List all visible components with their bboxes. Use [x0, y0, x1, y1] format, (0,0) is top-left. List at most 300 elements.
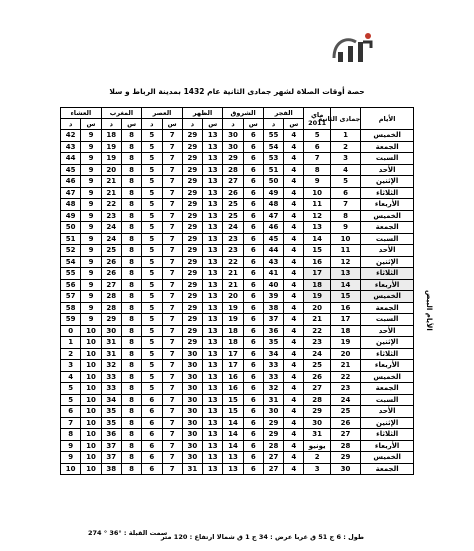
- day-cell: الخميس: [361, 452, 414, 464]
- day-cell: الإثنين: [361, 417, 414, 429]
- table-cell: 8: [121, 199, 141, 211]
- table-cell: 28: [304, 394, 330, 406]
- table-cell: 22: [330, 371, 360, 383]
- table-cell: 30: [182, 394, 202, 406]
- table-cell: 13: [203, 176, 223, 188]
- table-cell: 16: [304, 256, 330, 268]
- table-cell: 41: [263, 268, 283, 280]
- table-cell: 9: [61, 440, 81, 452]
- table-cell: 6: [142, 417, 162, 429]
- table-cell: 8: [121, 222, 141, 234]
- table-cell: 29: [101, 314, 121, 326]
- table-cell: 9: [330, 222, 360, 234]
- table-row: [61, 314, 414, 326]
- table-cell: 6: [243, 245, 263, 257]
- table-cell: 32: [101, 360, 121, 372]
- table-cell: 19: [304, 291, 330, 303]
- table-cell: 17: [330, 314, 360, 326]
- table-cell: 5: [142, 164, 162, 176]
- day-cell: الأربعاء: [361, 279, 414, 291]
- table-cell: 5: [142, 187, 162, 199]
- table-cell: 13: [203, 383, 223, 395]
- table-cell: 55: [61, 268, 81, 280]
- table-cell: 4: [284, 233, 304, 245]
- table-cell: 8: [121, 325, 141, 337]
- table-cell: 26: [304, 371, 330, 383]
- table-cell: 7: [162, 141, 182, 153]
- table-cell: 5: [142, 383, 162, 395]
- table-cell: 6: [243, 406, 263, 418]
- table-cell: 10: [61, 463, 81, 475]
- table-cell: 5: [142, 210, 162, 222]
- table-cell: 5: [142, 337, 162, 349]
- table-cell: 6: [243, 383, 263, 395]
- table-cell: 37: [263, 314, 283, 326]
- table-cell: 10: [81, 452, 101, 464]
- table-cell: 26: [101, 268, 121, 280]
- table-cell: 52: [61, 245, 81, 257]
- table-cell: 45: [61, 164, 81, 176]
- table-cell: 7: [162, 130, 182, 142]
- table-cell: 18: [330, 325, 360, 337]
- table-cell: 6: [243, 314, 263, 326]
- table-cell: 4: [284, 314, 304, 326]
- table-cell: 4: [284, 337, 304, 349]
- table-cell: 4: [284, 141, 304, 153]
- table-cell: 29: [182, 176, 202, 188]
- table-cell: 6: [243, 268, 263, 280]
- table-cell: 9: [81, 130, 101, 142]
- table-cell: 21: [223, 268, 243, 280]
- table-cell: 13: [203, 394, 223, 406]
- table-cell: 25: [101, 245, 121, 257]
- table-cell: 6: [243, 360, 263, 372]
- table-cell: 8: [121, 371, 141, 383]
- table-cell: 46: [61, 176, 81, 188]
- day-cell: الأحد: [361, 164, 414, 176]
- table-cell: 6: [304, 141, 330, 153]
- header-asr: العصر: [142, 108, 183, 119]
- logo-icon: [330, 28, 376, 66]
- table-cell: 29: [182, 337, 202, 349]
- table-cell: 7: [61, 417, 81, 429]
- table-cell: 5: [142, 360, 162, 372]
- table-cell: 6: [142, 463, 162, 475]
- table-row: [61, 429, 414, 441]
- header-hijri: جمادى الثانية: [330, 108, 360, 130]
- day-cell: الثلاثاء: [361, 268, 414, 280]
- table-cell: 14: [223, 417, 243, 429]
- day-cell: الخميس: [361, 291, 414, 303]
- table-cell: 5: [330, 176, 360, 188]
- table-cell: 6: [243, 130, 263, 142]
- table-cell: 1: [330, 130, 360, 142]
- table-cell: 7: [162, 164, 182, 176]
- table-cell: 55: [263, 130, 283, 142]
- table-cell: 4: [284, 452, 304, 464]
- table-cell: 8: [121, 394, 141, 406]
- table-cell: 4: [284, 440, 304, 452]
- table-cell: 8: [121, 452, 141, 464]
- table-cell: 49: [263, 187, 283, 199]
- table-cell: 25: [330, 406, 360, 418]
- table-cell: 15: [330, 291, 360, 303]
- table-row: [61, 164, 414, 176]
- table-cell: 7: [162, 291, 182, 303]
- table-cell: 4: [284, 279, 304, 291]
- table-cell: 23: [223, 245, 243, 257]
- table-cell: 30: [330, 463, 360, 475]
- table-cell: 5: [142, 222, 162, 234]
- table-cell: 6: [243, 325, 263, 337]
- table-cell: 27: [263, 452, 283, 464]
- table-cell: 5: [142, 302, 162, 314]
- table-cell: 30: [223, 130, 243, 142]
- table-cell: 5: [142, 130, 162, 142]
- table-cell: 8: [121, 187, 141, 199]
- table-cell: 8: [121, 440, 141, 452]
- table-cell: 10: [81, 394, 101, 406]
- table-row: [61, 291, 414, 303]
- table-cell: 7: [162, 440, 182, 452]
- table-cell: 7: [162, 199, 182, 211]
- table-cell: 23: [330, 383, 360, 395]
- table-cell: 39: [263, 291, 283, 303]
- table-cell: 1: [61, 337, 81, 349]
- table-cell: 6: [243, 199, 263, 211]
- table-cell: 6: [243, 440, 263, 452]
- table-cell: 28: [101, 291, 121, 303]
- table-cell: 9: [81, 141, 101, 153]
- table-cell: 27: [330, 429, 360, 441]
- table-cell: 29: [330, 452, 360, 464]
- day-cell: السبت: [361, 153, 414, 165]
- table-cell: 30: [182, 452, 202, 464]
- table-cell: 7: [162, 233, 182, 245]
- table-cell: 31: [182, 463, 202, 475]
- table-cell: 48: [263, 199, 283, 211]
- table-cell: 28: [330, 440, 360, 452]
- table-cell: 4: [284, 256, 304, 268]
- table-cell: 5: [304, 130, 330, 142]
- table-cell: 9: [304, 176, 330, 188]
- table-cell: 13: [203, 314, 223, 326]
- table-cell: 29: [182, 222, 202, 234]
- table-cell: 10: [81, 360, 101, 372]
- table-cell: 8: [121, 153, 141, 165]
- table-cell: 49: [61, 210, 81, 222]
- table-cell: 4: [284, 406, 304, 418]
- table-cell: 9: [81, 153, 101, 165]
- table-cell: 16: [223, 371, 243, 383]
- table-cell: 29: [263, 417, 283, 429]
- table-cell: 7: [162, 210, 182, 222]
- table-cell: 7: [304, 153, 330, 165]
- table-cell: 6: [243, 176, 263, 188]
- header-dhuhr: الظهر: [182, 108, 223, 119]
- table-cell: 20: [330, 348, 360, 360]
- table-cell: 4: [284, 463, 304, 475]
- table-row: [61, 210, 414, 222]
- table-cell: 30: [182, 360, 202, 372]
- table-cell: 10: [81, 406, 101, 418]
- table-cell: 58: [61, 302, 81, 314]
- day-cell: الخميس: [361, 371, 414, 383]
- table-cell: 7: [162, 314, 182, 326]
- table-cell: 10: [81, 463, 101, 475]
- table-cell: 46: [263, 222, 283, 234]
- table-cell: 22: [101, 199, 121, 211]
- table-cell: 6: [330, 187, 360, 199]
- table-cell: 4: [284, 199, 304, 211]
- table-row: [61, 130, 414, 142]
- table-cell: 6: [243, 291, 263, 303]
- table-cell: 13: [203, 210, 223, 222]
- table-cell: 13: [203, 245, 223, 257]
- table-cell: 7: [162, 463, 182, 475]
- table-cell: 51: [61, 233, 81, 245]
- table-cell: 9: [61, 452, 81, 464]
- table-cell: 7: [162, 222, 182, 234]
- table-cell: 16: [223, 383, 243, 395]
- table-cell: 8: [121, 463, 141, 475]
- day-cell: الأربعاء: [361, 199, 414, 211]
- table-cell: 53: [263, 153, 283, 165]
- table-cell: 13: [203, 130, 223, 142]
- table-cell: 9: [81, 164, 101, 176]
- table-cell: 8: [121, 360, 141, 372]
- table-cell: 4: [284, 164, 304, 176]
- table-row: [61, 440, 414, 452]
- table-cell: 20: [101, 164, 121, 176]
- subheader-minute: د: [142, 119, 162, 130]
- table-cell: 7: [162, 256, 182, 268]
- table-cell: 40: [263, 279, 283, 291]
- table-cell: 0: [61, 325, 81, 337]
- table-cell: 5: [142, 314, 162, 326]
- day-cell: السبت: [361, 394, 414, 406]
- table-cell: 31: [263, 394, 283, 406]
- table-cell: 21: [304, 314, 330, 326]
- table-cell: 5: [142, 153, 162, 165]
- table-row: [61, 394, 414, 406]
- table-cell: 30: [182, 348, 202, 360]
- table-row: [61, 256, 414, 268]
- qibla-info: سمت القبلة : °36 ° 274: [88, 529, 168, 537]
- table-cell: 18: [223, 325, 243, 337]
- table-cell: 8: [121, 233, 141, 245]
- table-cell: 23: [101, 210, 121, 222]
- table-cell: 30: [182, 371, 202, 383]
- table-cell: 5: [142, 141, 162, 153]
- table-row: [61, 406, 414, 418]
- table-row: [61, 325, 414, 337]
- table-row: [61, 383, 414, 395]
- table-cell: 19: [101, 153, 121, 165]
- table-cell: 12: [330, 256, 360, 268]
- subheader-hour: س: [243, 119, 263, 130]
- table-cell: 15: [223, 394, 243, 406]
- table-cell: 13: [203, 199, 223, 211]
- table-cell: 8: [121, 314, 141, 326]
- table-cell: 10: [81, 325, 101, 337]
- table-cell: 37: [101, 452, 121, 464]
- table-cell: 8: [330, 210, 360, 222]
- table-cell: 8: [121, 348, 141, 360]
- table-cell: 8: [121, 337, 141, 349]
- table-cell: 7: [162, 325, 182, 337]
- table-cell: 8: [121, 417, 141, 429]
- table-cell: 8: [121, 141, 141, 153]
- table-cell: 33: [263, 360, 283, 372]
- table-cell: 14: [304, 233, 330, 245]
- table-cell: 45: [263, 233, 283, 245]
- table-cell: 24: [304, 348, 330, 360]
- table-cell: 21: [330, 360, 360, 372]
- table-cell: 6: [243, 417, 263, 429]
- table-cell: 13: [223, 463, 243, 475]
- table-cell: 5: [142, 176, 162, 188]
- table-cell: 13: [203, 279, 223, 291]
- table-cell: 38: [101, 463, 121, 475]
- table-cell: 35: [101, 417, 121, 429]
- table-cell: 13: [203, 429, 223, 441]
- table-cell: 2: [330, 141, 360, 153]
- table-cell: 31: [101, 337, 121, 349]
- table-cell: 13: [203, 302, 223, 314]
- table-cell: 30: [182, 417, 202, 429]
- table-cell: 13: [203, 268, 223, 280]
- table-cell: 6: [243, 463, 263, 475]
- table-cell: 21: [223, 279, 243, 291]
- table-cell: 22: [304, 325, 330, 337]
- table-cell: 8: [121, 429, 141, 441]
- table-cell: 13: [203, 141, 223, 153]
- table-cell: 29: [182, 291, 202, 303]
- table-cell: 7: [162, 406, 182, 418]
- table-cell: 10: [81, 429, 101, 441]
- table-cell: 4: [284, 302, 304, 314]
- table-cell: 9: [81, 233, 101, 245]
- table-cell: 4: [284, 371, 304, 383]
- table-cell: 8: [121, 176, 141, 188]
- table-cell: 5: [142, 325, 162, 337]
- subheader-hour: س: [284, 119, 304, 130]
- table-cell: 54: [263, 141, 283, 153]
- table-cell: 6: [243, 452, 263, 464]
- table-cell: 13: [203, 222, 223, 234]
- table-cell: 29: [182, 130, 202, 142]
- table-cell: 29: [182, 164, 202, 176]
- table-cell: 38: [263, 302, 283, 314]
- table-cell: 6: [243, 256, 263, 268]
- header-shuruq: الشروق: [223, 108, 264, 119]
- table-cell: 4: [284, 429, 304, 441]
- page-title: حصة أوقات الصلاة لشهر جمادى الثانية عام 1432 بمدينة الرباط و سلا: [109, 87, 365, 96]
- table-row: [61, 268, 414, 280]
- table-cell: 33: [101, 383, 121, 395]
- table-cell: 8: [121, 383, 141, 395]
- header-days: الأيام: [361, 108, 414, 130]
- table-cell: 4: [284, 130, 304, 142]
- table-cell: 10: [81, 348, 101, 360]
- table-cell: 7: [162, 348, 182, 360]
- day-cell: الجمعة: [361, 463, 414, 475]
- table-cell: 22: [223, 256, 243, 268]
- table-cell: 9: [81, 210, 101, 222]
- table-cell: 4: [284, 222, 304, 234]
- table-cell: 13: [203, 406, 223, 418]
- table-cell: 9: [81, 176, 101, 188]
- table-cell: 13: [203, 417, 223, 429]
- table-cell: 30: [182, 429, 202, 441]
- table-cell: 9: [81, 256, 101, 268]
- table-cell: 43: [61, 141, 81, 153]
- table-cell: 4: [284, 325, 304, 337]
- table-cell: 29: [182, 199, 202, 211]
- table-cell: 19: [101, 141, 121, 153]
- table-cell: 21: [101, 187, 121, 199]
- table-cell: 6: [142, 406, 162, 418]
- table-row: [61, 222, 414, 234]
- table-row: [61, 371, 414, 383]
- table-cell: 32: [263, 383, 283, 395]
- table-cell: 8: [121, 291, 141, 303]
- table-cell: 4: [284, 210, 304, 222]
- table-cell: 5: [61, 383, 81, 395]
- table-cell: 15: [304, 245, 330, 257]
- table-cell: 4: [284, 268, 304, 280]
- table-row: [61, 302, 414, 314]
- table-cell: 8: [121, 406, 141, 418]
- table-cell: 28: [101, 302, 121, 314]
- table-row: [61, 245, 414, 257]
- table-cell: 8: [121, 130, 141, 142]
- table-cell: 44: [263, 245, 283, 257]
- table-cell: 13: [203, 325, 223, 337]
- table-cell: 4: [284, 394, 304, 406]
- day-cell: الثلاثاء: [361, 348, 414, 360]
- table-cell: 13: [203, 337, 223, 349]
- table-cell: 33: [263, 371, 283, 383]
- subheader-minute: د: [263, 119, 283, 130]
- table-cell: 7: [162, 245, 182, 257]
- table-cell: 29: [182, 268, 202, 280]
- day-cell: الأربعاء: [361, 360, 414, 372]
- table-cell: 5: [142, 233, 162, 245]
- day-cell: الثلاثاء: [361, 187, 414, 199]
- table-cell: 5: [142, 291, 162, 303]
- table-cell: 51: [263, 164, 283, 176]
- day-cell: الجمعة: [361, 302, 414, 314]
- table-cell: 7: [162, 371, 182, 383]
- table-cell: 13: [203, 371, 223, 383]
- table-cell: 27: [304, 383, 330, 395]
- table-cell: 6: [243, 164, 263, 176]
- day-cell: الإثنين: [361, 256, 414, 268]
- table-cell: 30: [182, 406, 202, 418]
- table-cell: 5: [142, 245, 162, 257]
- table-cell: 36: [101, 429, 121, 441]
- table-cell: 6: [243, 279, 263, 291]
- table-cell: 4: [330, 164, 360, 176]
- table-cell: 30: [304, 417, 330, 429]
- subheader-hour: س: [203, 119, 223, 130]
- table-cell: 9: [81, 199, 101, 211]
- table-cell: 25: [304, 360, 330, 372]
- table-cell: 5: [142, 256, 162, 268]
- table-cell: 30: [223, 141, 243, 153]
